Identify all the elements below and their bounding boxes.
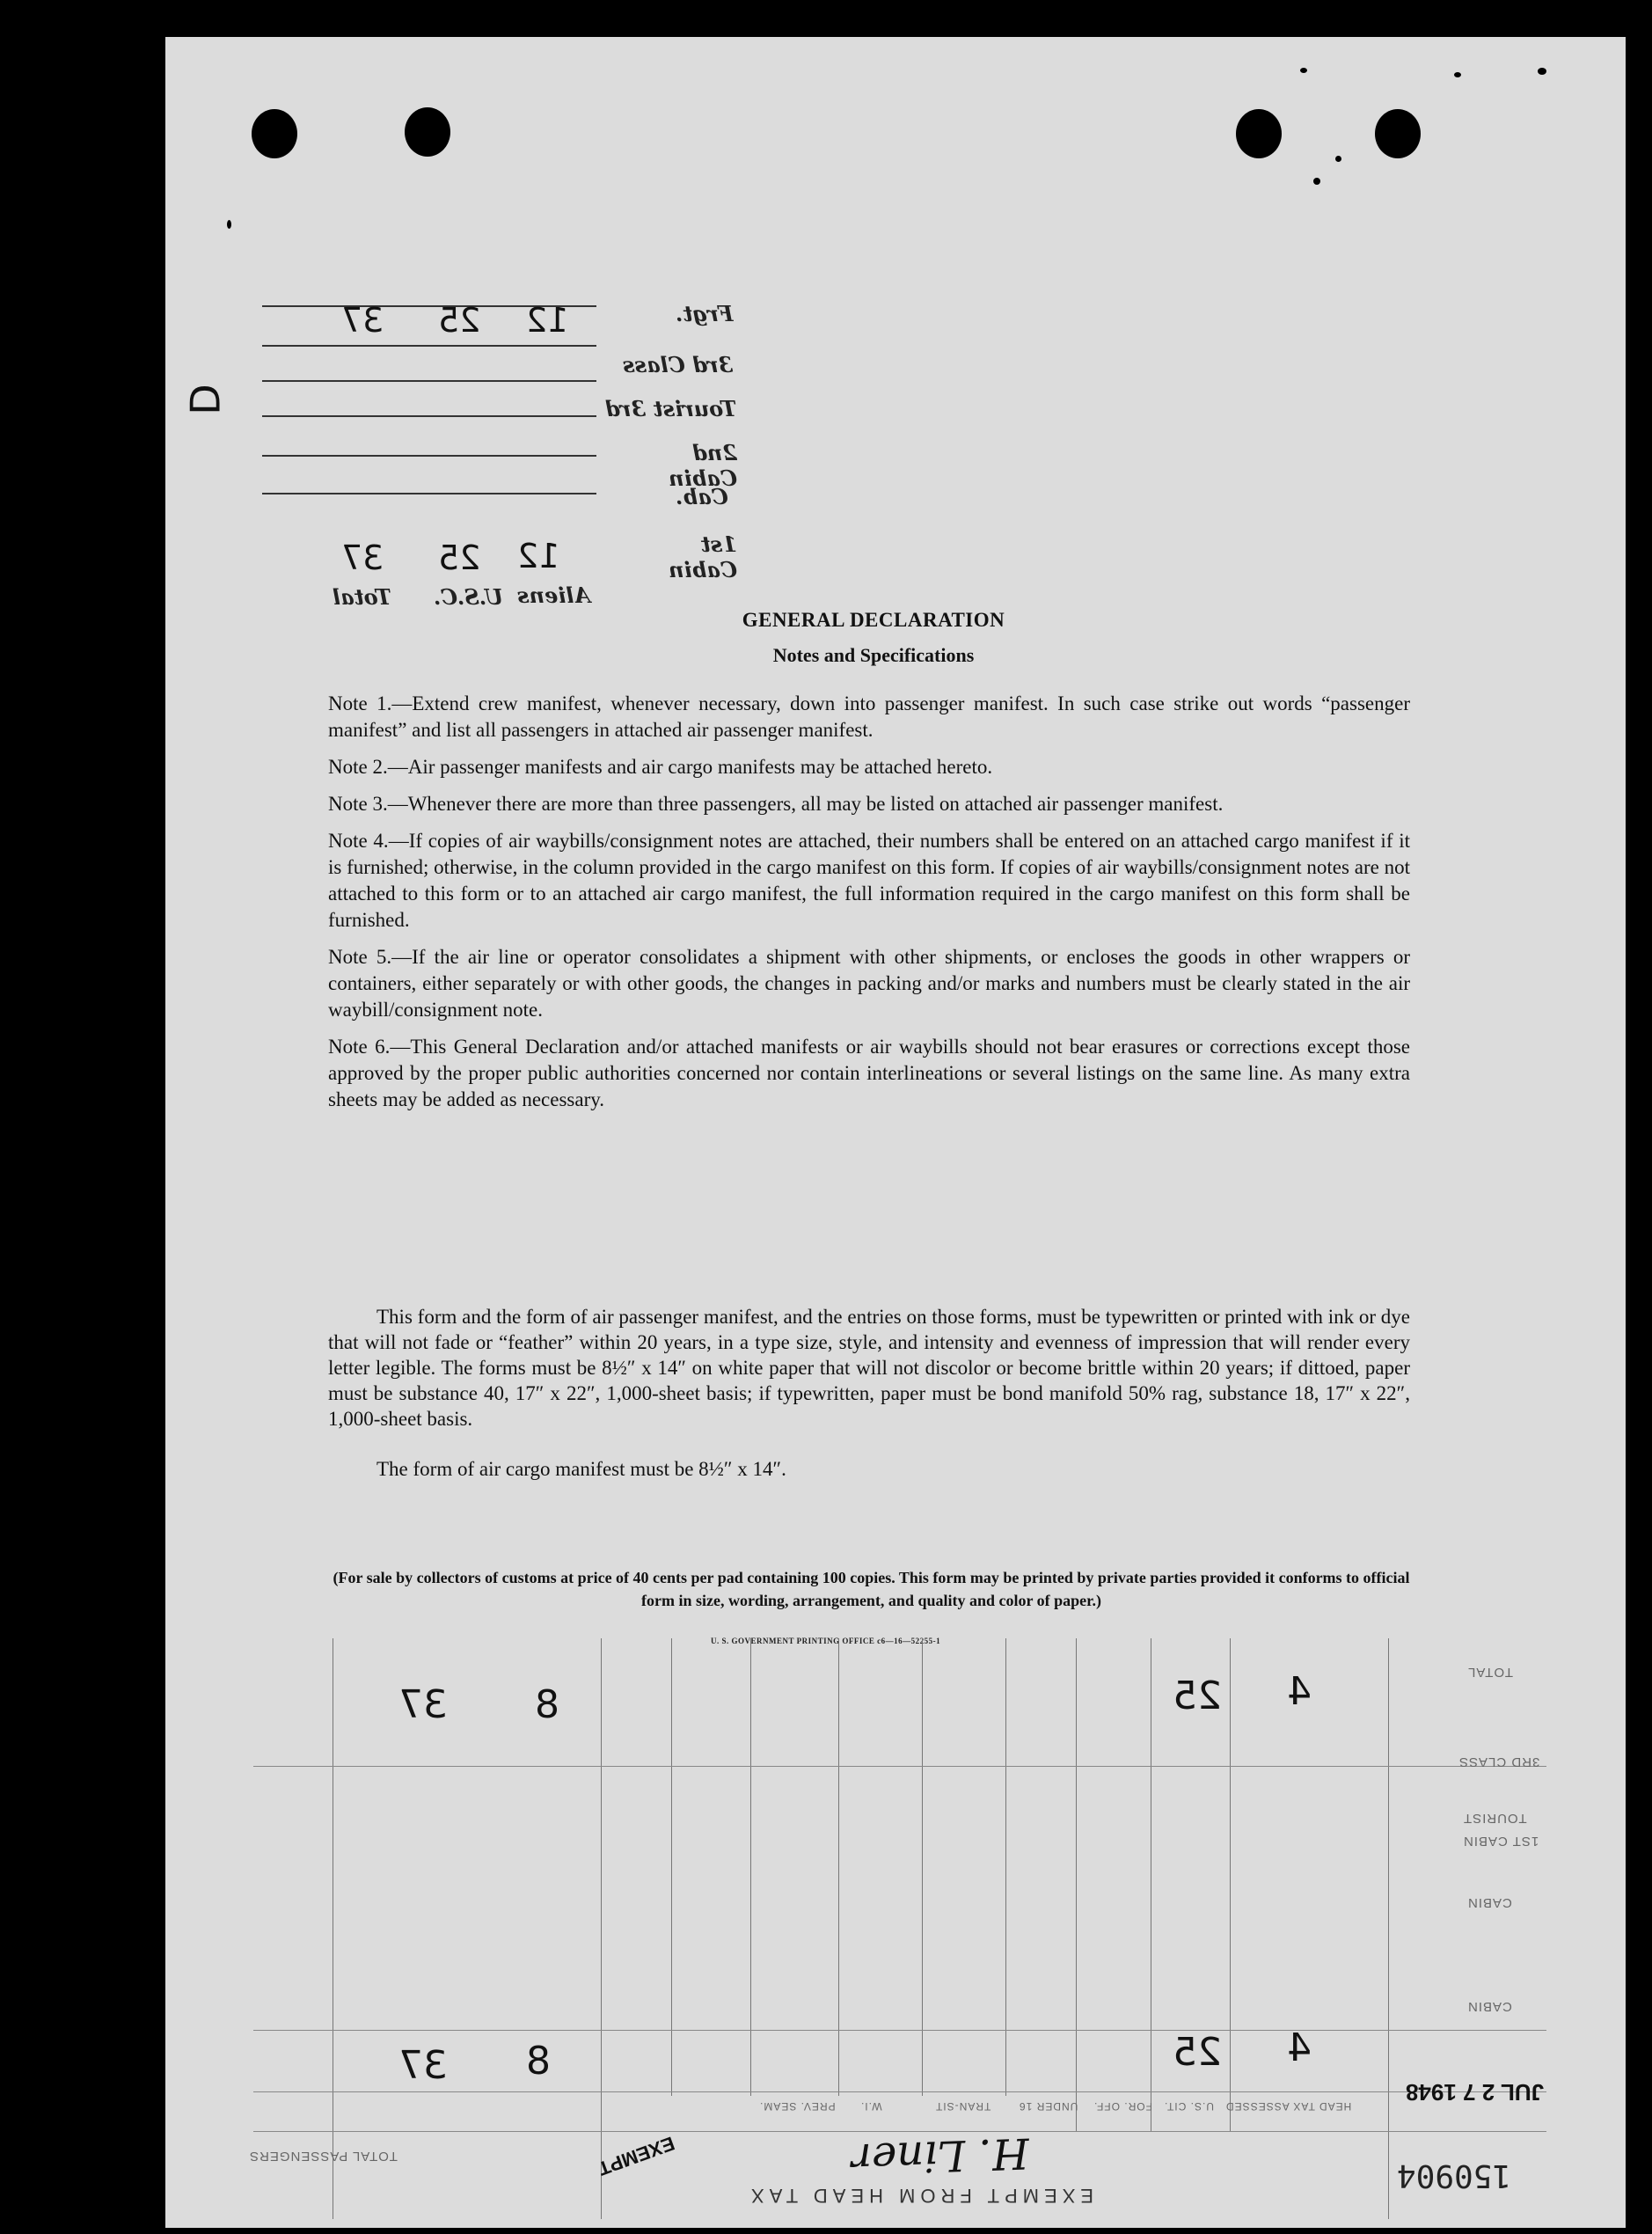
- ink-speck: [1335, 156, 1341, 162]
- note-label: Note 6.: [328, 1036, 391, 1058]
- note-item: [328, 944, 1410, 1023]
- grid-row-label: TOTAL PASSENGERS: [249, 2149, 398, 2164]
- note-item: [328, 828, 1410, 934]
- ink-speck: [1300, 68, 1307, 73]
- grid-line: [671, 1638, 672, 2096]
- note-body: —If the air line or operator consolidates a shipment with other shipments, or encloses the goods in other wrappers or containers, either separately or with other goods, the changes in packing and/or marks and numbers must be clearly stated in the air waybill/consignment note.: [328, 946, 1410, 1021]
- grid-col-label: FOR. OFF.: [1093, 2100, 1152, 2113]
- tally-top-aliens: 12: [526, 301, 569, 340]
- grid-line: [922, 1638, 923, 2096]
- note-label: Note 3.: [328, 793, 388, 815]
- grid-top-total: 37: [398, 1682, 448, 1727]
- tally-bottom-usc: 25: [438, 538, 481, 577]
- ink-speck: [227, 220, 231, 229]
- note-text: [328, 828, 1410, 934]
- ink-speck: [1313, 178, 1320, 185]
- grid-row-label: 1ST CABIN: [1463, 1834, 1539, 1849]
- note-item: [328, 754, 1410, 780]
- grid-col-label: U.S. CIT.: [1164, 2100, 1215, 2113]
- tally-col-usc: U.S.C.: [434, 584, 503, 610]
- tally-rule: [262, 493, 596, 494]
- sale-note: (For sale by collectors of customs at price of 40 cents per pad containing 100 copies. This form may be printed by private parties provided it conforms to official form in size, wording, arrangement, and quality and color of paper.): [333, 1569, 1410, 1609]
- note-body: —This General Declaration and/or attached manifests or air waybills should not bear erasures or corrections except those approved by the proper public authorities concerned nor contain interlineations or several listings on the same line. As many extra sheets may be added as necessary.: [328, 1036, 1410, 1110]
- note-text: [328, 944, 1410, 1023]
- grid-col-label: UNDER 16: [1019, 2100, 1078, 2113]
- note-label: Note 1.: [328, 692, 392, 714]
- tally-row-label: Tourist 3rd: [605, 396, 737, 421]
- grid-line: [1005, 1638, 1006, 2096]
- grid-col-label: TRAN-SIT: [935, 2100, 991, 2113]
- grid-line: [750, 1638, 751, 2096]
- note-label: Note 2.: [328, 756, 388, 778]
- grid-bottom-aliens: 4: [1287, 2025, 1312, 2070]
- grid-line: [253, 2030, 1546, 2031]
- tally-bottom-total: 37: [341, 538, 384, 577]
- tally-row-label: 2nd Cabin: [669, 440, 737, 491]
- grid-line: [1230, 1638, 1231, 2131]
- note-item: [328, 791, 1410, 817]
- tally-col-total: Total: [333, 584, 391, 610]
- grid-top-s: 8: [535, 1682, 559, 1727]
- tally-rule: [262, 345, 596, 347]
- note-label: Note 4.: [328, 830, 389, 852]
- tally-row-label: Frgt.: [676, 301, 734, 326]
- note-text: [328, 1034, 1410, 1113]
- punch-hole: [1236, 109, 1282, 158]
- grid-row-label: 3RD CLASS: [1458, 1754, 1540, 1769]
- note-body: —Air passenger manifests and air cargo manifests may be attached hereto.: [387, 756, 993, 778]
- grid-col-label: W.I.: [860, 2100, 882, 2113]
- note-label: Note 5.: [328, 946, 392, 968]
- notes-list: [328, 691, 1410, 1124]
- passenger-tally-table: [262, 266, 737, 618]
- grid-bottom-total: 37: [398, 2043, 448, 2088]
- grid-row-label: TOTAL: [1467, 1665, 1513, 1680]
- grid-top-usc: 25: [1173, 1674, 1222, 1718]
- declaration-title: GENERAL DECLARATION: [742, 609, 1005, 631]
- note-item: [328, 1034, 1410, 1113]
- ink-speck: [1454, 72, 1461, 77]
- cargo-manifest-size-note: The form of air cargo manifest must be 8½″ x 14″.: [376, 1458, 786, 1480]
- head-tax-grid: [249, 1638, 1546, 2219]
- date-stamp: JUL 2 7 1948: [1406, 2079, 1545, 2106]
- form-requirements-paragraph: This form and the form of air passenger manifest, and the entries on those forms, must be typewritten or printed with ink or dye that will not fade or “feather” within 20 years, in a type size, style, and intensity and evenness of impression that will render every letter legible. The forms must be 8½″ x 14″ on white paper that will not discolor or become brittle within 20 years; if dittoed, paper must be substance 40, 17″ x 22″, 1,000-sheet basis; if typewritten, paper must be bond manifold 50% rag, substance 18, 17″ x 22″, 1,000-sheet basis.: [328, 1306, 1410, 1430]
- grid-bottom-usc: 25: [1173, 2030, 1222, 2075]
- tally-rule: [262, 455, 596, 457]
- tally-row-label: Cab.: [676, 484, 728, 509]
- grid-row-label: TOURIST: [1463, 1811, 1527, 1826]
- grid-line: [253, 1766, 1546, 1767]
- tally-rule: [262, 415, 596, 417]
- note-item: [328, 691, 1410, 743]
- note-body: —Whenever there are more than three passengers, all may be listed on attached air passenger manifest.: [387, 793, 1224, 815]
- note-text: [328, 691, 1410, 743]
- tally-top-usc: 25: [438, 301, 481, 340]
- tally-row-label: 3rd Class: [623, 352, 734, 377]
- grid-line: [253, 2091, 1546, 2092]
- grid-line: [601, 1638, 602, 2219]
- handwritten-circle-mark: D: [181, 384, 230, 415]
- serial-number: 150904: [1397, 2157, 1512, 2194]
- exempt-stamp: EXEMPT: [595, 2132, 678, 2180]
- grid-line: [838, 1638, 839, 2096]
- note-text: [328, 791, 1410, 817]
- note-body: —Extend crew manifest, whenever necessary, down into passenger manifest. In such case strike out words “passenger manifest” and list all passengers in attached air passenger manifest.: [328, 692, 1410, 741]
- tally-row-label: 1st Cabin: [669, 531, 737, 582]
- punch-hole: [252, 109, 297, 158]
- grid-row-label: CABIN: [1467, 1999, 1512, 2014]
- grid-bottom-s: 8: [526, 2039, 551, 2084]
- grid-line: [1076, 1638, 1077, 2131]
- declaration-subtitle: Notes and Specifications: [772, 644, 975, 666]
- printing-office-imprint: U. S. GOVERNMENT PRINTING OFFICE c6—16—52255-1: [711, 1637, 941, 1645]
- tally-bottom-aliens: 12: [517, 537, 560, 575]
- grid-row-label: CABIN: [1467, 1895, 1512, 1910]
- grid-col-label: PREV. SEAM.: [759, 2100, 836, 2113]
- tally-col-aliens: Aliens: [517, 582, 591, 608]
- grid-col-label: HEAD TAX ASSESSED: [1225, 2100, 1352, 2113]
- tally-rule: [262, 380, 596, 382]
- punch-hole: [405, 107, 450, 157]
- note-text: [328, 754, 1410, 780]
- grid-top-aliens: 4: [1287, 1669, 1312, 1714]
- document-page: [165, 37, 1626, 2228]
- exempt-from-head-tax-label: EXEMPT FROM HEAD TAX: [746, 2185, 1094, 2207]
- tally-top-total: 37: [341, 301, 384, 340]
- ink-speck: [1538, 68, 1546, 75]
- note-body: —If copies of air waybills/consignment notes are attached, their numbers shall be entered on an attached cargo manifest if it is furnished; otherwise, in the column provided in the cargo manifest on this form. If copies of air waybills/consignment notes are not attached to this form or to an attached air cargo manifest, the full information required in the cargo manifest on this form shall be furnished.: [328, 830, 1410, 931]
- punch-hole: [1375, 109, 1421, 158]
- inspector-signature: H. Liner: [851, 2128, 1030, 2184]
- grid-line: [1388, 1638, 1389, 2219]
